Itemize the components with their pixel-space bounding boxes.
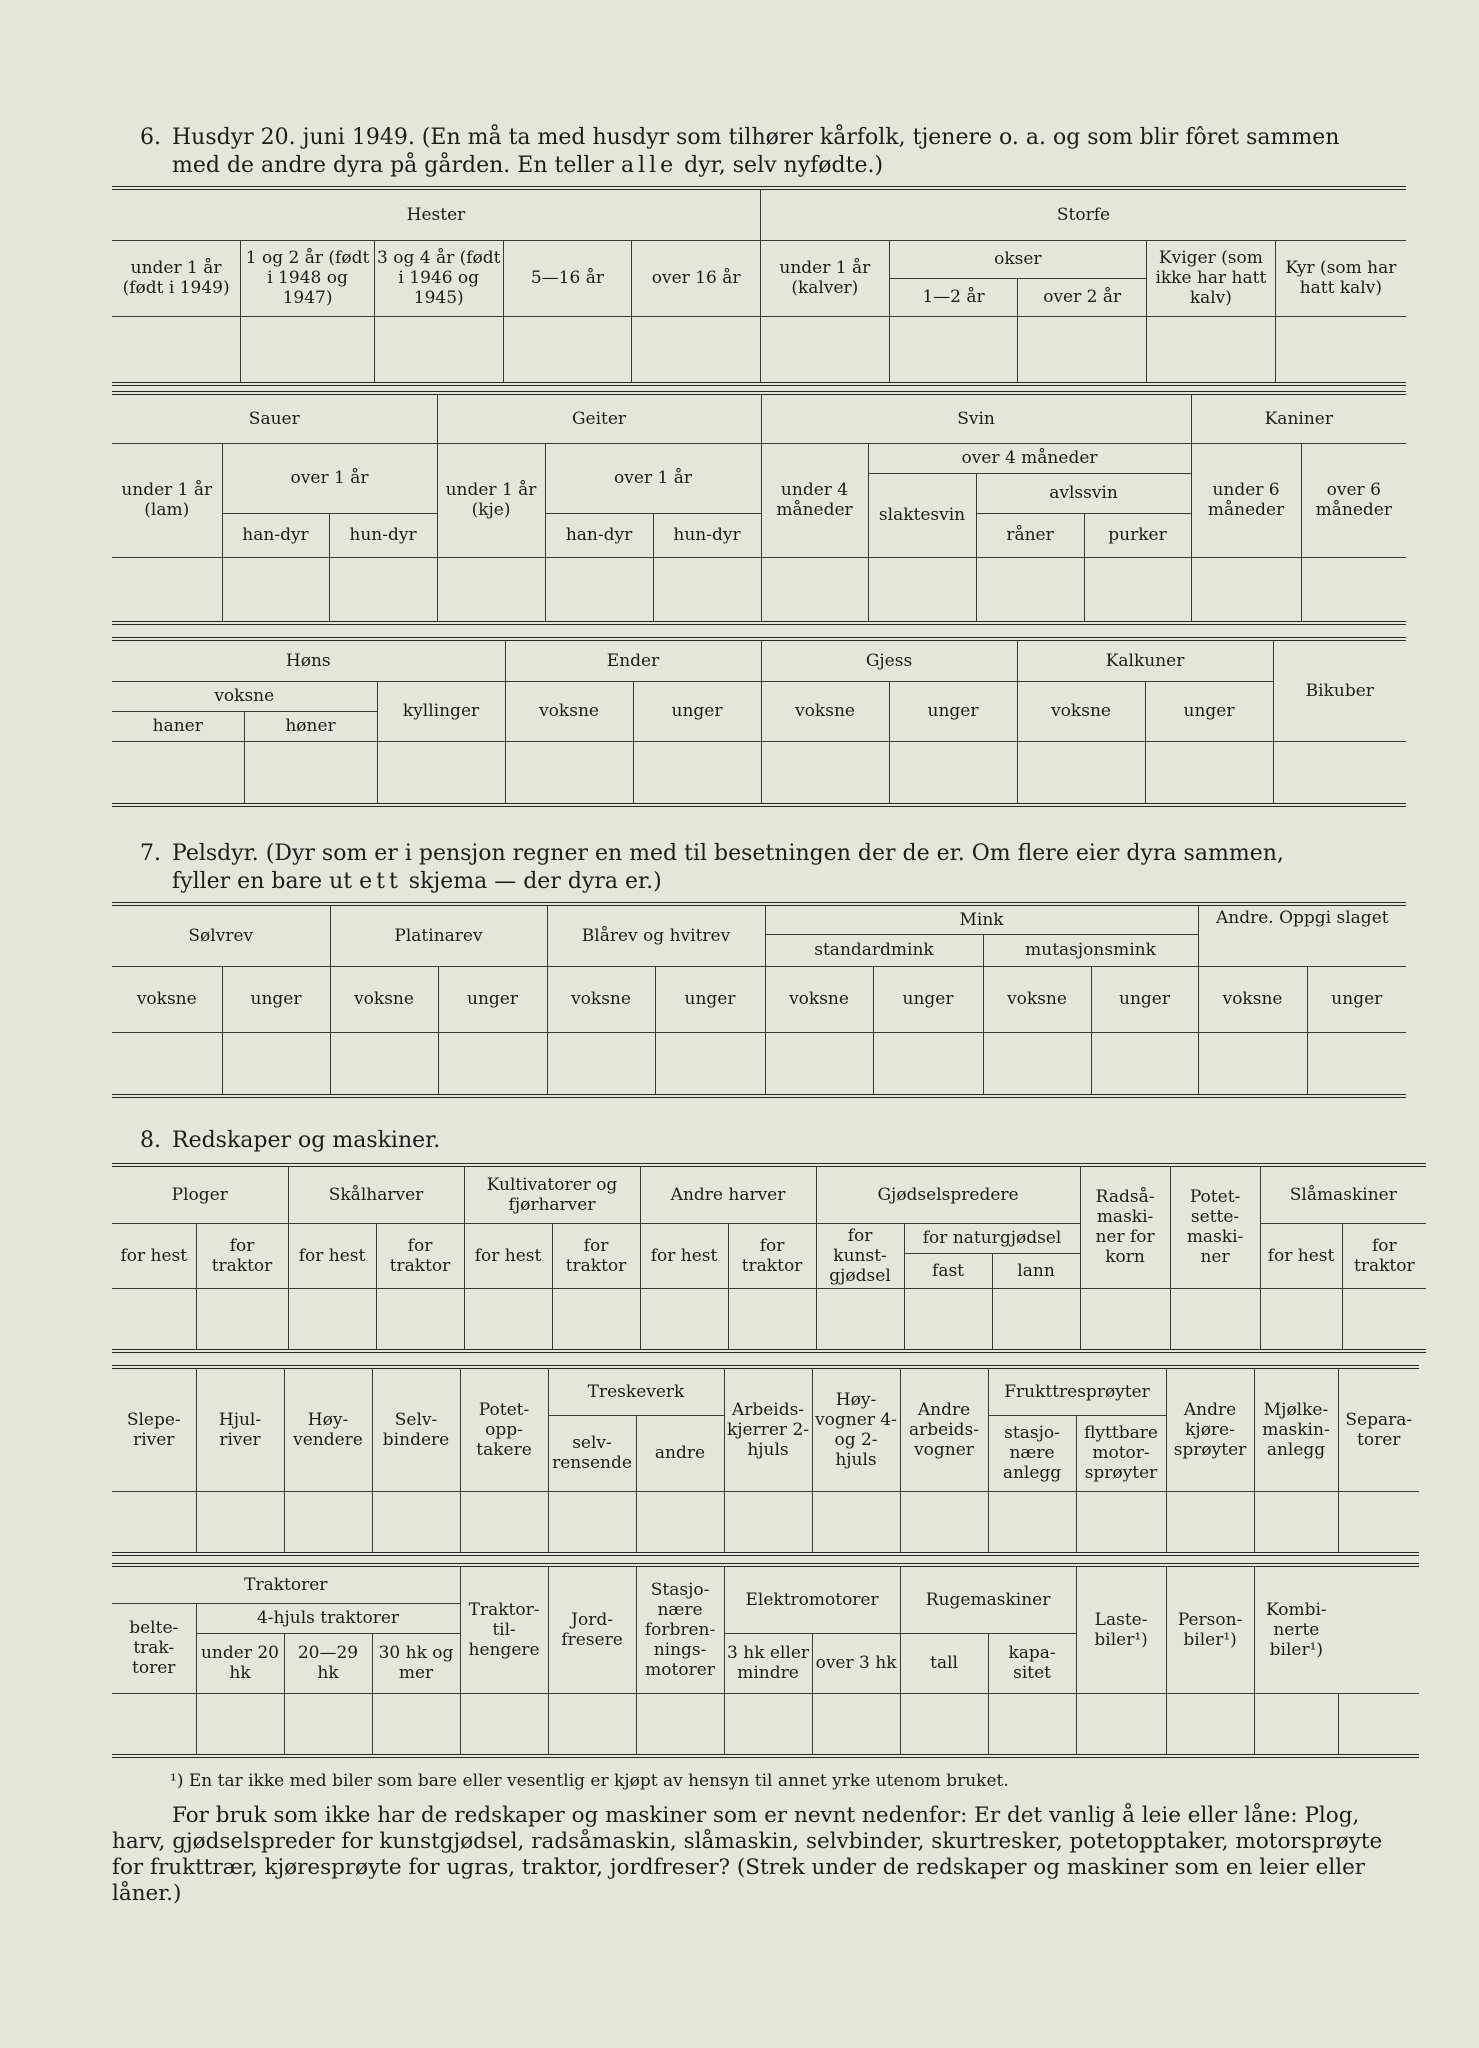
section-number: 8. (140, 1128, 161, 1153)
elektro-3hk: 3 hk eller mindre (724, 1633, 812, 1693)
input-cell[interactable] (376, 1288, 464, 1351)
input-cell[interactable] (900, 1693, 988, 1756)
input-cell[interactable] (196, 1491, 284, 1554)
section-number: 7. (140, 841, 161, 866)
input-cell[interactable] (372, 1491, 460, 1554)
slaktesvin: slaktesvin (868, 473, 976, 557)
input-cell[interactable] (1342, 1288, 1426, 1351)
arbeidsvogner: Andre arbeids-vogner (900, 1367, 988, 1491)
input-cell[interactable] (992, 1288, 1080, 1351)
unger-label: unger (222, 966, 330, 1032)
input-cell[interactable] (633, 741, 761, 805)
voksne-label: voksne (330, 966, 438, 1032)
input-cell[interactable] (503, 316, 632, 384)
fjorfe-table (112, 637, 1406, 807)
input-cell[interactable] (632, 316, 761, 384)
traktortilhengere: Traktor-til-hengere (460, 1565, 548, 1693)
bikuber: Bikuber (1273, 639, 1406, 741)
input-cell[interactable] (1301, 557, 1406, 623)
section-number: 6. (140, 125, 161, 150)
input-cell[interactable] (1166, 1693, 1254, 1756)
gjodselspredere-header: Gjødselspredere (816, 1165, 1080, 1223)
slamaskiner-hest: for hest (1260, 1223, 1342, 1288)
natur-fast: fast (904, 1253, 992, 1288)
ender-header: Ender (505, 639, 761, 681)
solvrev-header: Sølvrev (112, 904, 330, 966)
input-cell[interactable] (196, 1288, 288, 1351)
sauer-header: Sauer (112, 393, 437, 443)
kalkuner-unger: unger (1145, 681, 1273, 741)
skalharver-header: Skålharver (288, 1165, 464, 1223)
hester-3-4: 3 og 4 år (født i 1946 og 1945) (374, 240, 503, 316)
andre-harver-traktor: for traktor (728, 1223, 816, 1288)
input-cell[interactable] (552, 1288, 640, 1351)
geiter-kje: under 1 år (kje) (437, 443, 545, 557)
gjodsel-natur: for naturgjødsel (904, 1223, 1080, 1253)
input-cell[interactable] (904, 1288, 992, 1351)
elektro-over-3: over 3 hk (812, 1633, 900, 1693)
input-cell[interactable] (545, 557, 653, 623)
section-7-line2: fyller en bare ut ett skjema — der dyra er.) (172, 869, 662, 894)
ploger-traktor: for traktor (196, 1223, 288, 1288)
input-cell[interactable] (112, 1288, 196, 1351)
haner: haner (112, 711, 244, 741)
input-cell[interactable] (1275, 316, 1406, 384)
input-cell[interactable] (1273, 741, 1406, 805)
personbiler: Person-biler¹) (1166, 1565, 1254, 1693)
sauer-over-1: over 1 år (222, 443, 437, 513)
kjoresproyter: Andre kjøre-sprøyter (1166, 1367, 1254, 1491)
input-cell[interactable] (816, 1288, 904, 1351)
svin-header: Svin (761, 393, 1191, 443)
footnote: ¹) En tar ikke med biler som bare eller vesentlig er kjøpt av hensyn til annet yrke utenom bruket. (170, 1771, 1009, 1791)
kaniner-header: Kaniner (1191, 393, 1406, 443)
input-cell[interactable] (761, 557, 868, 623)
input-cell[interactable] (1170, 1288, 1260, 1351)
input-cell[interactable] (1018, 316, 1147, 384)
mutasjonsmink: mutasjonsmink (983, 934, 1198, 966)
kultivatorer-traktor: for traktor (552, 1223, 640, 1288)
input-cell[interactable] (438, 1032, 547, 1096)
raner: råner (976, 513, 1084, 557)
lastebiler: Laste-biler¹) (1076, 1565, 1166, 1693)
input-cell[interactable] (889, 316, 1018, 384)
input-cell[interactable] (760, 316, 889, 384)
voksne-label: voksne (112, 966, 222, 1032)
voksne-label: voksne (983, 966, 1091, 1032)
kultivatorer-hest: for hest (464, 1223, 552, 1288)
input-cell[interactable] (222, 557, 329, 623)
input-cell[interactable] (1091, 1032, 1198, 1096)
gjess-voksne: voksne (761, 681, 889, 741)
input-cell[interactable] (112, 316, 241, 384)
input-cell[interactable] (460, 1693, 548, 1756)
input-cell[interactable] (1145, 741, 1273, 805)
input-cell[interactable] (1080, 1288, 1170, 1351)
slamaskiner-header: Slåmaskiner (1260, 1165, 1426, 1223)
rental-question: For bruk som ikke har de redskaper og maskiner som er nevnt nedenfor: Er det vanlig å leie eller låne: Plog, harv, gjødselspreder for kunstgjødsel, radsåmaskin, slåmaskin, selvbinder, skurtresker, potetopptaker, motorsprøyte for frukttrær, kjøresprøyte for ugras, traktor, jordfreser? (Strek under de redskaper og maskiner som en leier eller låner.) (112, 1803, 1383, 1906)
skalharver-traktor: for traktor (376, 1223, 464, 1288)
kultivatorer-header: Kultivatorer og fjørharver (464, 1165, 640, 1223)
stasjonaere-motorer: Stasjo-nære forbren-nings-motorer (636, 1565, 724, 1693)
input-cell[interactable] (505, 741, 633, 805)
hons-voksne: voksne (112, 681, 377, 711)
traktor-30: 30 hk og mer (372, 1633, 460, 1693)
skalharver-hest: for hest (288, 1223, 376, 1288)
geiter-hundyr: hun-dyr (653, 513, 761, 557)
input-cell[interactable] (1147, 316, 1276, 384)
pelsdyr-table (112, 902, 1406, 1098)
input-cell[interactable] (900, 1491, 988, 1554)
platinarev-header: Platinarev (330, 904, 547, 966)
geiter-handyr: han-dyr (545, 513, 653, 557)
section-6-heading (140, 124, 1410, 180)
geiter-header: Geiter (437, 393, 761, 443)
input-cell[interactable] (112, 1032, 222, 1096)
mjolkemaskin: Mjølke-maskin-anlegg (1254, 1367, 1338, 1491)
input-cell[interactable] (983, 1032, 1091, 1096)
section-7-line1: Pelsdyr. (Dyr som er i pensjon regner en med til besetningen der de er. Om flere eier dyra sammen, (172, 841, 1284, 866)
input-cell[interactable] (112, 741, 244, 805)
input-cell[interactable] (765, 1032, 873, 1096)
ruge-kapasitet: kapa-sitet (988, 1633, 1076, 1693)
okser-over-2: over 2 år (1018, 278, 1147, 316)
input-cell[interactable] (812, 1693, 900, 1756)
purker: purker (1084, 513, 1191, 557)
input-cell[interactable] (1260, 1288, 1342, 1351)
hester-storfe-table (112, 186, 1406, 386)
section-8-title: Redskaper og maskiner. (172, 1128, 441, 1153)
input-cell[interactable] (548, 1693, 636, 1756)
gjodsel-kunst: for kunst-gjødsel (816, 1223, 904, 1288)
input-cell[interactable] (284, 1491, 372, 1554)
input-cell[interactable] (222, 1032, 330, 1096)
redskaper-table-2 (112, 1365, 1419, 1556)
hoyvogner: Høy-vogner 4- og 2-hjuls (812, 1367, 900, 1491)
input-cell[interactable] (372, 1693, 460, 1756)
kaniner-over-6: over 6 måneder (1301, 443, 1406, 557)
frukt-flyttbare: flyttbare motor-sprøyter (1076, 1415, 1166, 1491)
input-cell[interactable] (1017, 741, 1145, 805)
andre-harver-hest: for hest (640, 1223, 728, 1288)
okser-header: okser (889, 240, 1146, 278)
emphasis-ett: ett (359, 869, 402, 894)
unger-label: unger (438, 966, 547, 1032)
arbeidskjerrer: Arbeids-kjerrer 2-hjuls (724, 1367, 812, 1491)
svin-under-4: under 4 måneder (761, 443, 868, 557)
section-6-line2: med de andre dyra på gården. En teller alle dyr, selv nyfødte.) (172, 153, 884, 178)
hoyvendere: Høy-vendere (284, 1367, 372, 1491)
input-cell[interactable] (241, 316, 375, 384)
kombinerte-biler: Kombi-nerte biler¹) (1254, 1565, 1338, 1693)
beltetraktorer: belte-trak-torer (112, 1603, 196, 1693)
okser-1-2: 1—2 år (889, 278, 1018, 316)
unger-label: unger (873, 966, 983, 1032)
input-cell[interactable] (812, 1491, 900, 1554)
input-cell[interactable] (1076, 1693, 1166, 1756)
input-cell[interactable] (1338, 1693, 1419, 1756)
input-cell[interactable] (724, 1491, 812, 1554)
input-cell[interactable] (655, 1032, 765, 1096)
input-cell[interactable] (547, 1032, 655, 1096)
andre-pelsdyr-header: Andre. Oppgi slaget (1198, 904, 1406, 966)
traktor-20-29: 20—29 hk (284, 1633, 372, 1693)
traktorer-header: Traktorer (112, 1565, 460, 1603)
input-cell[interactable] (244, 741, 377, 805)
input-cell[interactable] (548, 1491, 636, 1554)
treskeverk-andre: andre (636, 1415, 724, 1491)
hons-header: Høns (112, 639, 505, 681)
unger-label: unger (1091, 966, 1198, 1032)
input-cell[interactable] (988, 1491, 1076, 1554)
input-cell[interactable] (1254, 1693, 1338, 1756)
input-cell[interactable] (640, 1288, 728, 1351)
selvbindere: Selv-bindere (372, 1367, 460, 1491)
svin-over-4: over 4 måneder (868, 443, 1191, 473)
input-cell[interactable] (112, 1693, 196, 1756)
storfe-header: Storfe (760, 188, 1406, 240)
input-cell[interactable] (636, 1693, 724, 1756)
treskeverk-header: Treskeverk (548, 1367, 724, 1415)
input-cell[interactable] (112, 1491, 196, 1554)
redskaper-table-3 (112, 1563, 1419, 1758)
rugemaskiner-header: Rugemaskiner (900, 1565, 1076, 1633)
input-cell[interactable] (761, 741, 889, 805)
input-cell[interactable] (889, 741, 1017, 805)
potetsettemaskiner: Potet-sette-maski-ner (1170, 1165, 1260, 1288)
input-cell[interactable] (1307, 1032, 1406, 1096)
honer: høner (244, 711, 377, 741)
frukt-stasjonaere: stasjo-nære anlegg (988, 1415, 1076, 1491)
ender-unger: unger (633, 681, 761, 741)
input-cell[interactable] (728, 1288, 816, 1351)
input-cell[interactable] (196, 1693, 284, 1756)
kalkuner-voksne: voksne (1017, 681, 1145, 741)
redskaper-table-1 (112, 1163, 1426, 1353)
input-cell[interactable] (988, 1693, 1076, 1756)
sleperiver: Slepe-river (112, 1367, 196, 1491)
separatorer: Separa-torer (1338, 1367, 1419, 1491)
input-cell[interactable] (112, 557, 222, 623)
input-cell[interactable] (1076, 1491, 1166, 1554)
mink-header: Mink (765, 904, 1198, 934)
geiter-over-1: over 1 år (545, 443, 761, 513)
input-cell[interactable] (724, 1693, 812, 1756)
standardmink: standardmink (765, 934, 983, 966)
kyr: Kyr (som har hatt kalv) (1275, 240, 1406, 316)
radsamaskiner: Radså-maski-ner for korn (1080, 1165, 1170, 1288)
emphasis-alle: alle (620, 153, 678, 178)
input-cell[interactable] (330, 1032, 438, 1096)
firehjuls-traktorer: 4-hjuls traktorer (196, 1603, 460, 1633)
voksne-label: voksne (547, 966, 655, 1032)
ender-voksne: voksne (505, 681, 633, 741)
input-cell[interactable] (873, 1032, 983, 1096)
input-cell[interactable] (1198, 1032, 1307, 1096)
sauer-handyr: han-dyr (222, 513, 329, 557)
kaniner-under-6: under 6 måneder (1191, 443, 1301, 557)
voksne-label: voksne (1198, 966, 1307, 1032)
sauer-lam: under 1 år (lam) (112, 443, 222, 557)
blarev-header: Blårev og hvitrev (547, 904, 765, 966)
input-cell[interactable] (437, 557, 545, 623)
input-cell[interactable] (653, 557, 761, 623)
input-cell[interactable] (284, 1693, 372, 1756)
input-cell[interactable] (464, 1288, 552, 1351)
input-cell[interactable] (1166, 1491, 1254, 1554)
input-cell[interactable] (329, 557, 437, 623)
input-cell[interactable] (374, 316, 503, 384)
hester-over-16: over 16 år (632, 240, 761, 316)
hjulriver: Hjul-river (196, 1367, 284, 1491)
kyllinger: kyllinger (377, 681, 505, 741)
sauer-hundyr: hun-dyr (329, 513, 437, 557)
unger-label: unger (655, 966, 765, 1032)
unger-label: unger (1307, 966, 1406, 1032)
elektromotorer-header: Elektromotorer (724, 1565, 900, 1633)
natur-lann: lann (992, 1253, 1080, 1288)
kviger: Kviger (som ikke har hatt kalv) (1147, 240, 1276, 316)
input-cell[interactable] (460, 1491, 548, 1554)
section-7-heading (140, 840, 1410, 896)
jordfresere: Jord-fresere (548, 1565, 636, 1693)
avlssvin: avlssvin (976, 473, 1191, 513)
kalkuner-header: Kalkuner (1017, 639, 1273, 681)
ploger-header: Ploger (112, 1165, 288, 1223)
hester-under-1: under 1 år (født i 1949) (112, 240, 241, 316)
input-cell[interactable] (288, 1288, 376, 1351)
input-cell[interactable] (377, 741, 505, 805)
andre-harver-header: Andre harver (640, 1165, 816, 1223)
treskeverk-selvrensende: selv-rensende (548, 1415, 636, 1491)
input-cell[interactable] (868, 557, 976, 623)
input-cell[interactable] (1254, 1491, 1338, 1554)
gjess-unger: unger (889, 681, 1017, 741)
ploger-hest: for hest (112, 1223, 196, 1288)
input-cell[interactable] (1338, 1491, 1419, 1554)
frukttresproyter-header: Frukttresprøyter (988, 1367, 1166, 1415)
hester-header: Hester (112, 188, 760, 240)
voksne-label: voksne (765, 966, 873, 1032)
input-cell[interactable] (1084, 557, 1191, 623)
ruge-tall: tall (900, 1633, 988, 1693)
storfe-kalver: under 1 år (kalver) (760, 240, 889, 316)
hester-1-2: 1 og 2 år (født i 1948 og 1947) (241, 240, 375, 316)
sauer-geiter-svin-table (112, 391, 1406, 625)
gjess-header: Gjess (761, 639, 1017, 681)
potetopptakere: Potet-opp-takere (460, 1367, 548, 1491)
slamaskiner-traktor: for traktor (1342, 1223, 1426, 1288)
section-6-line1: Husdyr 20. juni 1949. (En må ta med husdyr som tilhører kårfolk, tjenere o. a. og som blir fôret sammen (172, 125, 1340, 150)
input-cell[interactable] (636, 1491, 724, 1554)
input-cell[interactable] (1191, 557, 1301, 623)
hester-5-16: 5—16 år (503, 240, 632, 316)
traktor-under-20: under 20 hk (196, 1633, 284, 1693)
input-cell[interactable] (976, 557, 1084, 623)
section-8-heading (140, 1127, 1410, 1155)
